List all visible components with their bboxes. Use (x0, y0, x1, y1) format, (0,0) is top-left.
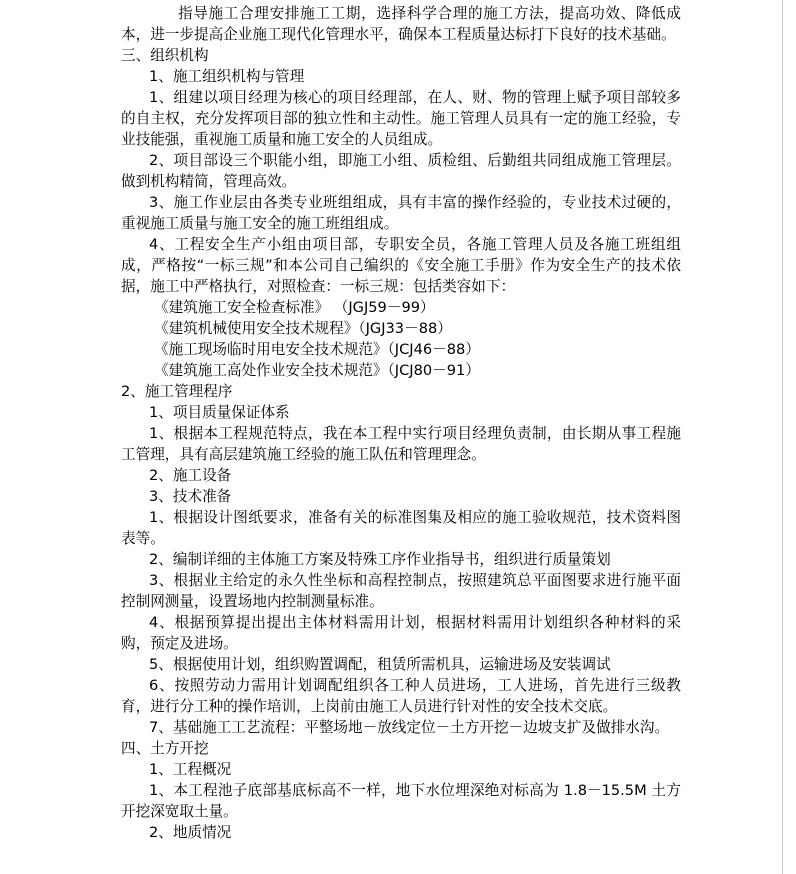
paragraph: 2、项目部设三个职能小组，即施工小组、质检组、后勤组共同组成施工管理层。做到机构精简，管理高效。 (121, 152, 681, 190)
subheading: 1、工程概况 (149, 761, 232, 778)
paragraph: 1、根据设计图纸要求，准备有关的标准图集及相应的施工验收规范，技术资料图表等。 (121, 509, 681, 547)
subheading: 1、项目质量保证体系 (149, 404, 290, 421)
subheading: 2、地质情况 (149, 824, 232, 841)
subheading: 2、施工设备 (149, 467, 232, 484)
subheading: 1、施工组织机构与管理 (149, 68, 305, 85)
paragraph: 指导施工合理安排施工工期，选择科学合理的施工方法，提高功效、降低成本，进一步提高企业施工现代化管理水平，确保本工程质量达标打下良好的技术基础。 (121, 5, 681, 43)
subheading: 3、技术准备 (149, 488, 232, 505)
paragraph: 4、根据预算提出提出主体材料需用计划，根据材料需用计划组织各种材料的采购，预定及进场。 (121, 614, 681, 652)
standard-reference: 《建筑施工高处作业安全技术规范》（JCJ80－91） (154, 362, 480, 379)
paragraph: 7、基础施工工艺流程：平整场地－放线定位－土方开挖－边坡支扩及做排水沟。 (149, 719, 670, 736)
paragraph: 5、根据使用计划，组织购置调配，租赁所需机具，运输进场及安装调试 (149, 656, 611, 673)
section-heading: 三、组织机构 (121, 47, 209, 64)
paragraph: 1、组建以项目经理为核心的项目经理部，在人、财、物的管理上赋予项目部较多的自主权，充分发挥项目部的独立性和主动性。施工管理人员具有一定的施工经验，专业技能强，重视施工质量和施工安全的人员组成。 (121, 89, 681, 148)
standard-reference: 《施工现场临时用电安全技术规范》（JCJ46－88） (154, 341, 480, 358)
paragraph: 3、施工作业层由各类专业班组组成，具有丰富的操作经验的，专业技术过硬的，重视施工质量与施工安全的施工班组组成。 (121, 194, 681, 232)
paragraph: 4、工程安全生产小组由项目部，专职安全员，各施工管理人员及各施工班组组成，严格按“一标三规”和本公司自己编织的《安全施工手册》作为安全生产的技术依据，施工中严格执行，对照检查：一标三规：包括类容如下： (121, 236, 681, 295)
standard-reference: 《建筑施工安全检查标准》 （JGJ59－99） (154, 299, 435, 316)
paragraph: 2、编制详细的主体施工方案及特殊工序作业指导书，组织进行质量策划 (149, 551, 611, 568)
page-edge (782, 0, 783, 874)
paragraph: 1、根据本工程规范特点，我在本工程中实行项目经理负责制，由长期从事工程施工管理，具有高层建筑施工经验的施工队伍和管理理念。 (121, 425, 681, 463)
document-body (121, 3, 681, 843)
paragraph: 6、按照劳动力需用计划调配组织各工种人员进场，工人进场，首先进行三级教育，进行分工种的操作培训，上岗前由施工人员进行针对性的安全技术交底。 (121, 677, 681, 715)
paragraph: 3、根据业主给定的永久性坐标和高程控制点，按照建筑总平面图要求进行施平面控制网测量，设置场地内控制测量标准。 (121, 572, 681, 610)
standard-reference: 《建筑机械使用安全技术规程》（JGJ33－88） (154, 320, 452, 337)
section-heading: 四、土方开挖 (121, 740, 209, 757)
paragraph: 1、本工程池子底部基底标高不一样，地下水位埋深绝对标高为 1.8－15.5M 土方开挖深宽取土量。 (121, 782, 681, 820)
section-heading: 2、施工管理程序 (121, 383, 233, 400)
